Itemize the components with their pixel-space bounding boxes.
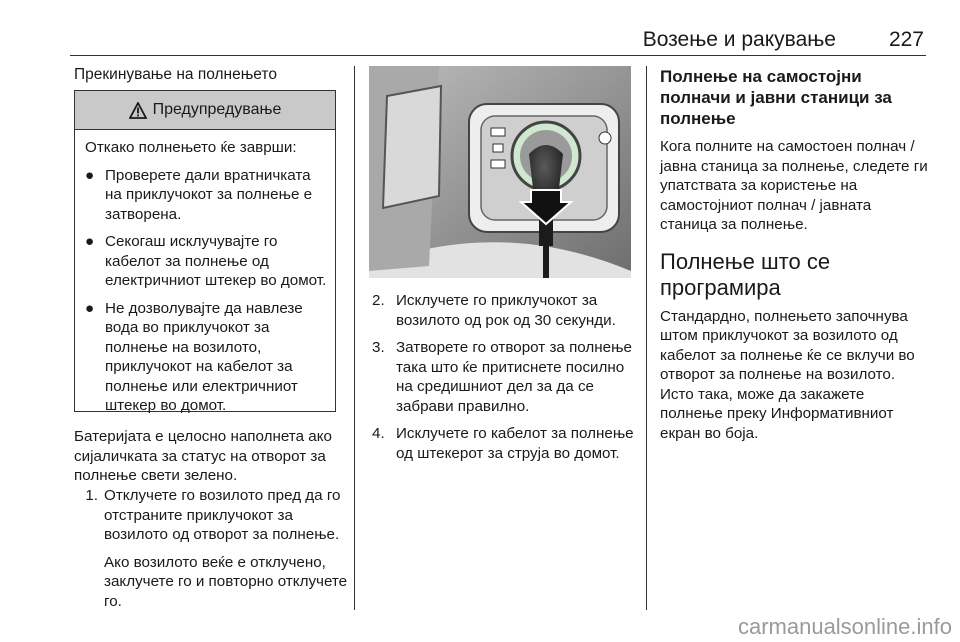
battery-status-paragraph: Батеријата е целосно наполнета ако сијаличката за статус на отворот за полнење свети зелено. — [74, 428, 332, 484]
step-text: Затворете го отворот за полнење така што ќе притиснете посилно на средишниот дел за да се забрави правилно. — [396, 339, 632, 415]
bullet-dot: ● — [85, 166, 95, 184]
step-note: Ако возилото веќе е отклучено, заклучете го и повторно отклучете го. — [104, 553, 348, 610]
bullet-dot: ● — [85, 233, 95, 250]
step-text: Отклучете го возилото пред да го отстраните приклучокот за возилото од отворот за полнење. — [104, 487, 341, 543]
step-number: 1. — [85, 487, 98, 504]
step-text: Исклучете го приклучокот за возилото од рок од 30 секунди. — [396, 292, 616, 329]
section-heading-stop-charging: Прекинување на полнењето — [74, 66, 277, 83]
right-column — [660, 66, 930, 443]
charging-port-illustration — [369, 66, 631, 278]
step-text: Исклучете го кабелот за полнење од штекерот за струја во домот. — [396, 425, 634, 462]
scheduled-charging-text: Стандардно, полнењето започнува штом приклучокот за возилото од кабелот за полнење ќе се вклучи во отворот за полнење на возилото. Исто така, може да закажете полнење преку Информативниот екран во боја. — [660, 307, 915, 442]
section-heading-public-charging: Полнење на самостојни полначи и јавни станици за полнење — [660, 67, 892, 128]
section-heading-scheduled-charging: Полнење што се програмира — [660, 248, 831, 300]
step-item — [372, 338, 638, 416]
step-number: 3. — [372, 339, 385, 356]
warning-box — [74, 90, 336, 412]
warning-bullet — [85, 299, 327, 416]
page-number: 227 — [888, 28, 924, 51]
header-rule — [70, 55, 926, 56]
bullet-dot: ● — [85, 299, 95, 317]
column-divider — [354, 66, 355, 610]
header-title: Возење и ракување — [642, 28, 836, 51]
watermark-text: carmanualsonline.info — [737, 614, 952, 639]
public-charging-text: Кога полните на самостоен полнач / јавна станица за полнење, следете ги упатствата за користење на самостојниот полнач / јавната станица за полнење. — [660, 138, 928, 233]
warning-body — [75, 130, 335, 416]
step-item — [74, 486, 350, 545]
warning-header — [75, 91, 335, 130]
steps-list-left — [74, 486, 350, 611]
warning-title: Предупредување — [152, 101, 282, 118]
step-item — [372, 291, 638, 330]
warning-bullet — [85, 232, 327, 291]
step-number: 2. — [372, 292, 385, 309]
page-header — [70, 14, 926, 56]
steps-list-middle — [372, 291, 638, 471]
column-divider — [646, 66, 647, 610]
warning-bullet — [85, 166, 327, 225]
warning-intro: Откако полнењето ќе заврши: — [85, 139, 297, 156]
step-number: 4. — [372, 425, 385, 442]
warning-bullet-text: Проверете дали вратничката на приклучокот за полнење е затворена. — [105, 166, 313, 223]
charging-port-photo — [369, 66, 631, 278]
warning-bullet-text: Секогаш исклучувајте го кабелот за полнење од електричниот штекер во домот. — [105, 233, 327, 289]
warning-triangle-icon — [129, 102, 147, 119]
warning-bullet-text: Не дозволувајте да навлезе вода во приклучокот за полнење на возилото, приклучокот на кабелот за полнење или електричниот штекер во домот. — [105, 299, 303, 414]
step-item — [372, 424, 638, 463]
